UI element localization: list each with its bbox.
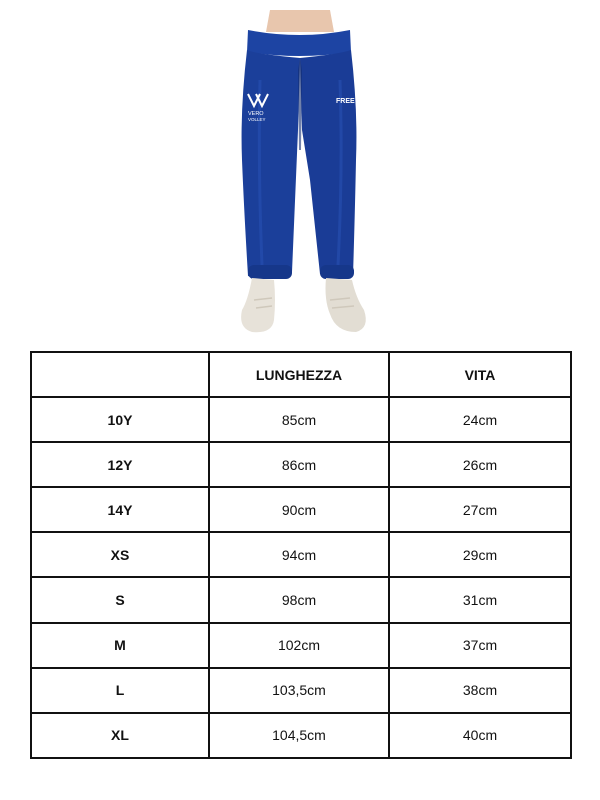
length-cell: 102cm [209,623,389,668]
size-cell: XS [31,532,209,577]
table-row [31,397,571,442]
table-header-row [31,352,571,397]
length-cell: 94cm [209,532,389,577]
svg-text:VERO: VERO [248,111,264,117]
right-shoe [326,278,366,332]
size-cell: 10Y [31,397,209,442]
size-cell: 14Y [31,487,209,532]
header-size [31,352,209,397]
waist-cell: 40cm [389,713,571,758]
left-shoe [241,278,275,332]
waist-cell: 26cm [389,442,571,487]
length-cell: 86cm [209,442,389,487]
size-cell: XL [31,713,209,758]
waist-cell: 31cm [389,577,571,622]
length-cell: 90cm [209,487,389,532]
table-row [31,532,571,577]
length-cell: 103,5cm [209,668,389,713]
waist-cell: 37cm [389,623,571,668]
waist-cell: 38cm [389,668,571,713]
length-cell: 98cm [209,577,389,622]
table-row [31,577,571,622]
table-row [31,442,571,487]
size-cell: L [31,668,209,713]
size-cell: M [31,623,209,668]
waistband [247,30,351,56]
waist-cell: 27cm [389,487,571,532]
header-length: LUNGHEZZA [209,352,389,397]
right-cuff [320,265,354,279]
table-row [31,713,571,758]
length-cell: 85cm [209,397,389,442]
brand-text: FREE [336,98,355,105]
product-image [200,10,400,340]
left-cuff [248,265,292,279]
header-waist: VITA [389,352,571,397]
waist-cell: 29cm [389,532,571,577]
table-row [31,668,571,713]
svg-text:VOLLEY: VOLLEY [248,117,266,122]
table-row [31,623,571,668]
size-cell: 12Y [31,442,209,487]
waist-cell: 24cm [389,397,571,442]
size-cell: S [31,577,209,622]
torso-skin [266,10,334,32]
left-leg [242,50,300,278]
right-leg [300,50,356,279]
table-row [31,487,571,532]
size-chart-table [30,351,572,759]
length-cell: 104,5cm [209,713,389,758]
